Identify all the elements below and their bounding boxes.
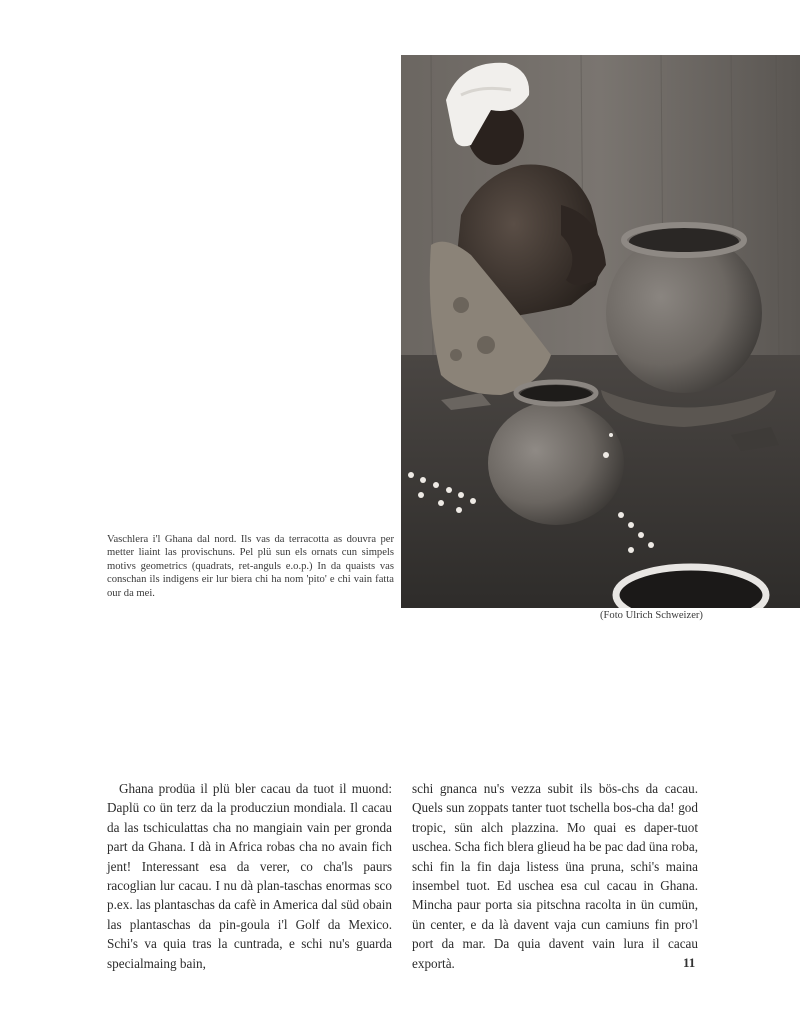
photograph [401, 55, 800, 608]
photograph-woman-with-clay-pots-icon [401, 55, 800, 608]
body-column-right [412, 779, 698, 973]
photo-caption: Vaschlera i'l Ghana dal nord. Ils vas da terracotta as douvra per metter liaint las provischuns. Pel plü sun els ornats cun simpels motivs geometrics (quadrats, ret-anguls e.o.p.) In da quaists vas conschan ils indigens eir lur biera chi ha nom 'pito' e chi vain fatta our da mei. [107, 534, 394, 599]
body-paragraph-right: schi gnanca nu's vezza subit ils bös-chs da cacau. Quels sun zoppats tanter tuot tschella bos-cha da! god tropic, sün alch plazzina. Mo quai es daper-tuot uschea. Scha fich blera glieud ha be pac dad üna roba, schi fin la fin daja listess üna pruna, schi's maina insembel tuot. Ed uschea esa cul cacau in Ghana. Mincha paur porta sia pitschna racolta in ün cumün, ün center, e da là davent vaja cun camiuns fin pro'l port da mar. Da quia davent vain lura il cacau exportà. [412, 781, 698, 971]
page-number: 11 [683, 955, 696, 970]
photo-credit: (Foto Ulrich Schweizer) [600, 610, 703, 621]
body-paragraph-left: Ghana prodüa il plü bler cacau da tuot il muond: Daplü co ün terz da la producziun mondiala. Il cacau da las tschiculattas cha no mangiain vain per gronda part da Ghana. I dà in Africa robas cha no avain fich jent! Interessant esa da verer, co cha'ls paurs racoglian lur cacau. I nu dà plan-taschas enormas sco p.ex. las plantaschas da cafè in America dal süd obain las plantaschas da pin-goula i'l Golf da Mexico. Schi's va quia tras la cuntrada, e schi nu's guarda specialmaing bain, [107, 781, 392, 971]
body-column-left [107, 779, 392, 973]
